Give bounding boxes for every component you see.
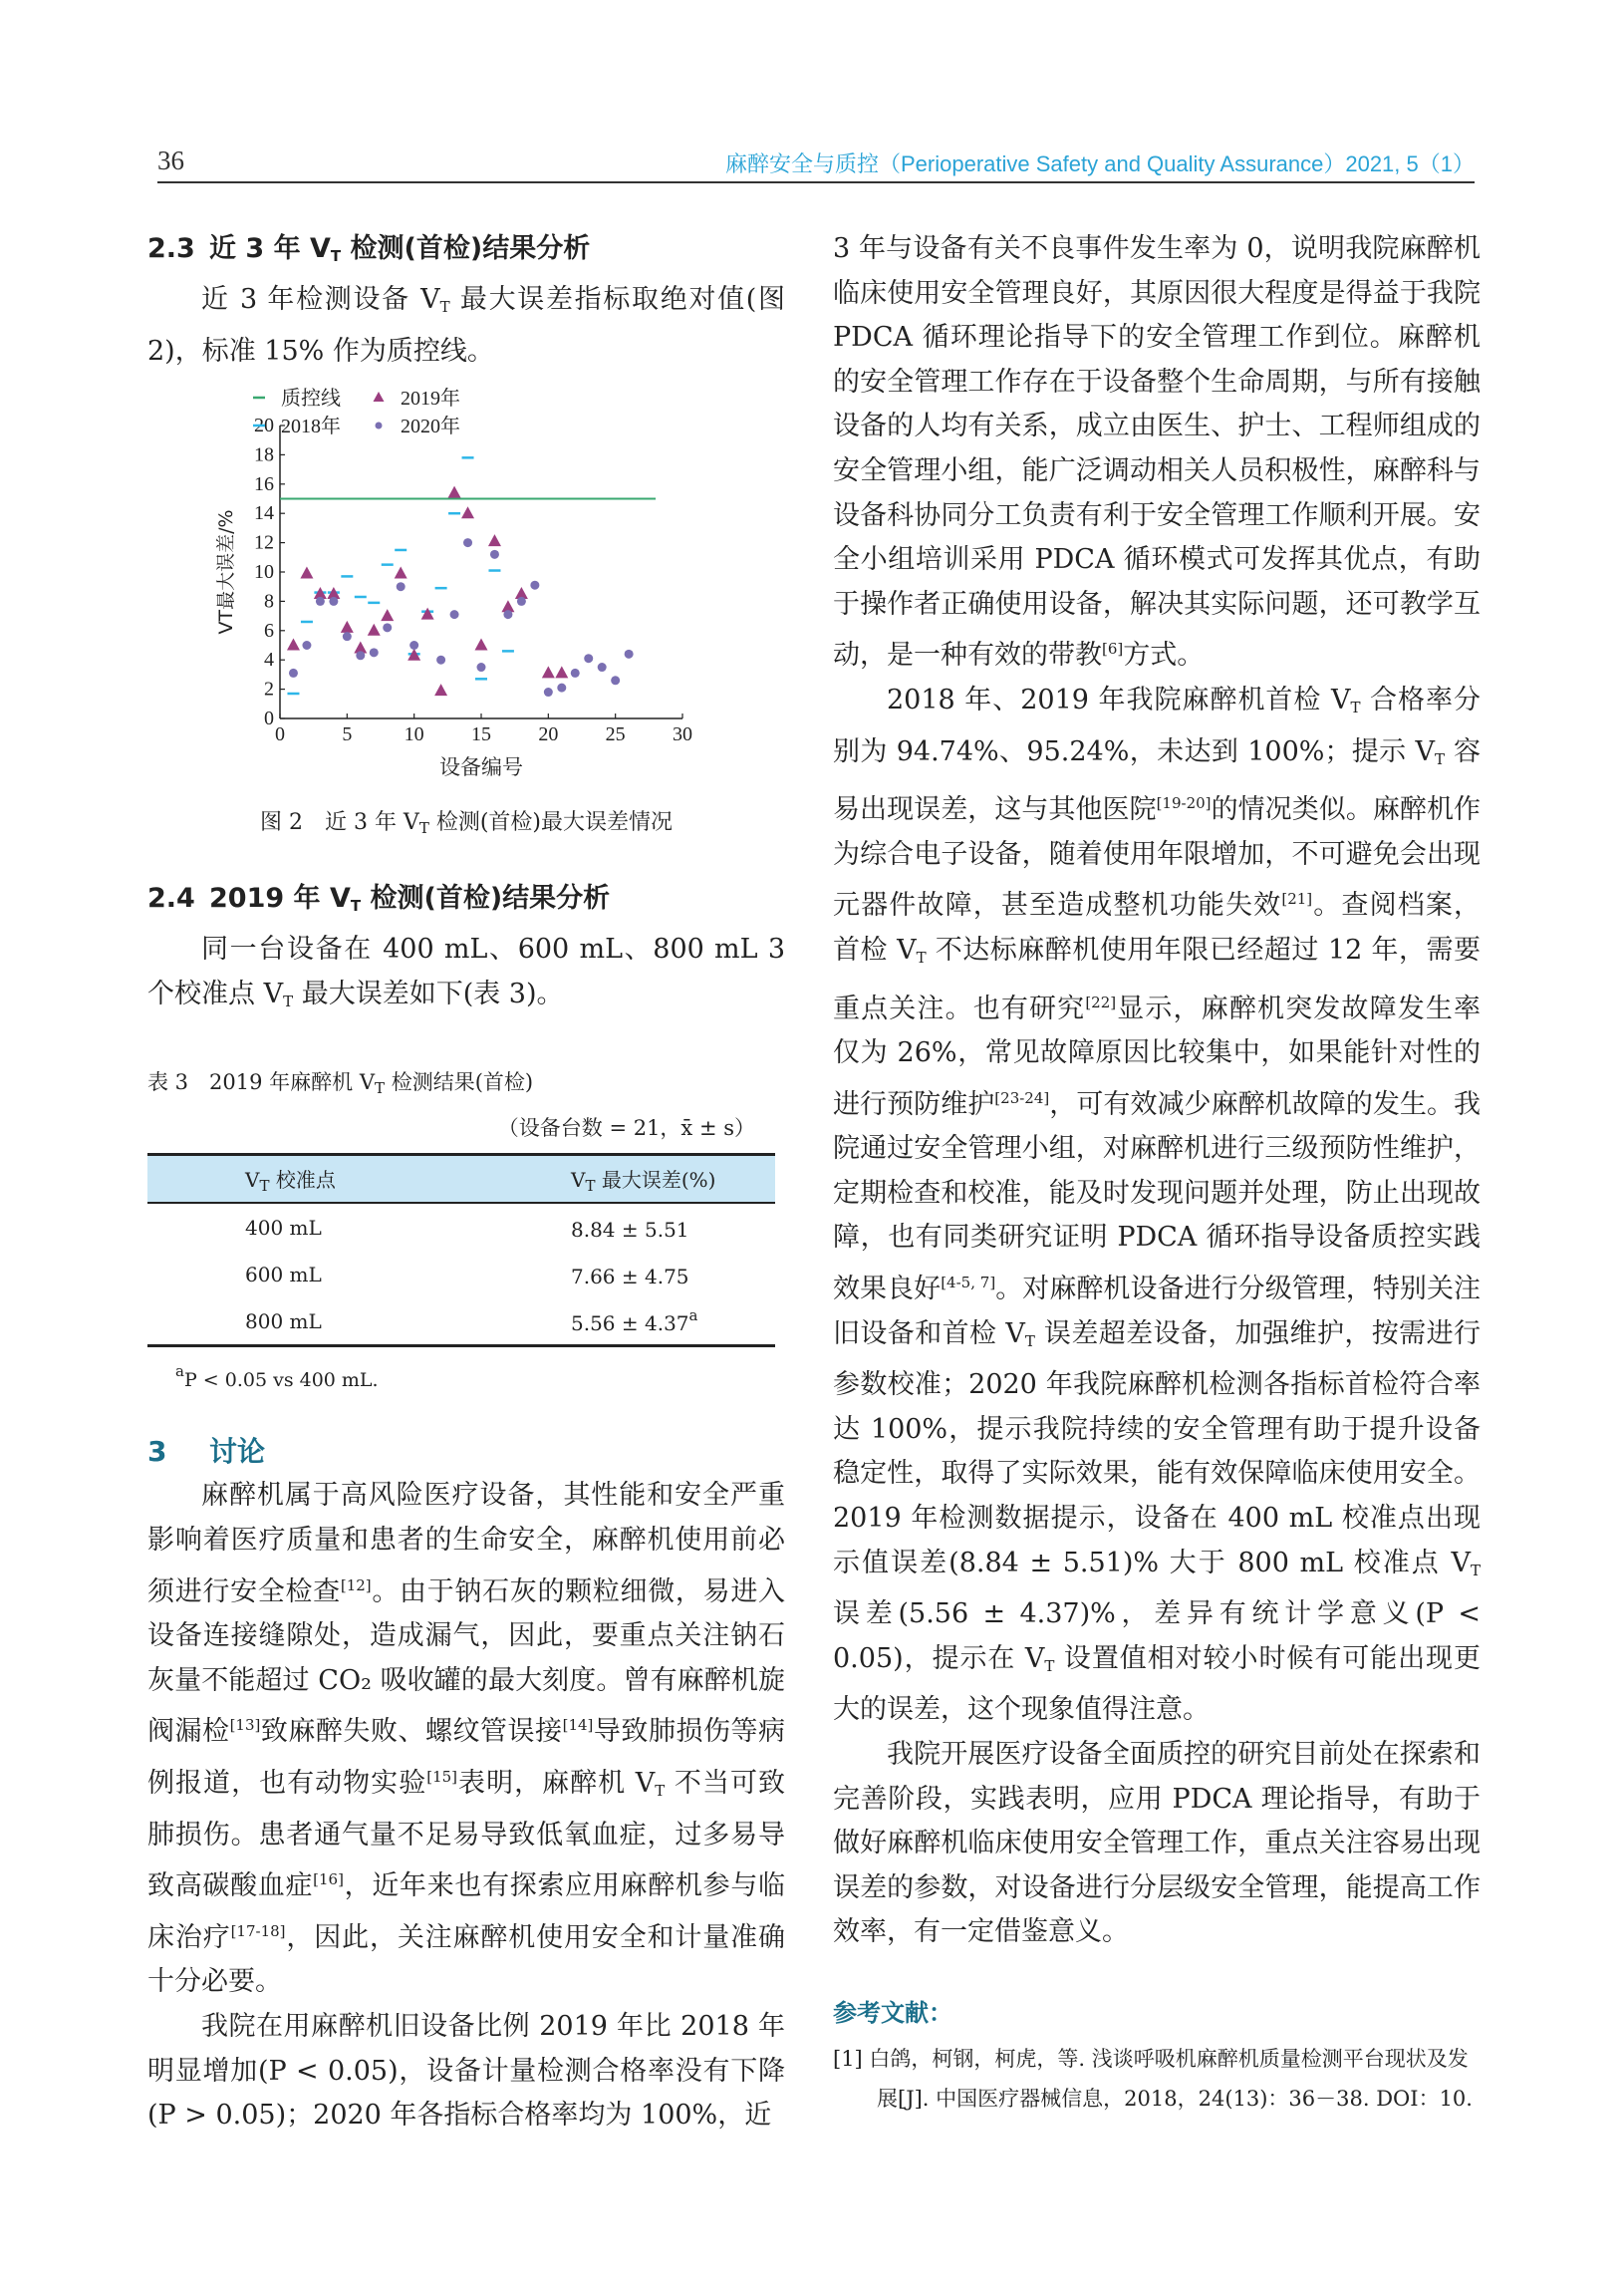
point-2020	[503, 610, 512, 619]
paragraph-3-1: 麻醉机属于高风险医疗设备，其性能和安全严重影响着医疗质量和患者的生命安全，麻醉机使用前必须进行安全检查[12]。由于钠石灰的颗粒细微，易进入设备连接缝隙处，造成漏气，因此，要重点关注钠石灰量不能超过 CO₂ 吸收罐的最大刻度。曾有麻醉机旋阀漏检[13]致麻醉失败、螺纹管误接[14]导致肺损伤等病例报道，也有动物实验[15]表明，麻醉机 $V_T$ 不当可致肺损伤。患者通气量不足易导致低氧血症，过多易导致高碳酸血症[16]，近年来也有探索应用麻醉机参与临床治疗[17-18]，因此，关注麻醉机使用安全和计量准确十分必要。	[147, 1480, 786, 1998]
table-header-row	[147, 1155, 775, 1204]
table-row: 400 mL 8.84 ± 5.51	[245, 1215, 689, 1243]
y-tick-label: 4	[264, 649, 274, 672]
y-tick-label: 0	[264, 708, 274, 730]
table-3-note: （设备台数 = 21，x̄ ± s）	[497, 1116, 755, 1141]
point-2019	[381, 609, 394, 621]
y-tick-label: 6	[264, 619, 274, 642]
section-2-3-heading: 2.3 近 3 年 $V_T$ 检测(首检)结果分析	[147, 233, 591, 265]
legend-label: 2019年	[401, 388, 460, 411]
point-2020	[557, 684, 566, 693]
point-2019	[542, 667, 555, 679]
table-3-caption: 表 3 2019 年麻醉机 $V_T$ 检测结果(首检)	[147, 1070, 534, 1098]
point-2020	[584, 654, 593, 663]
y-tick-label: 18	[254, 443, 274, 466]
page-header	[157, 142, 1475, 183]
point-2019	[300, 567, 313, 579]
point-2020	[517, 597, 526, 606]
table-3	[147, 1153, 775, 1347]
point-2020	[463, 538, 472, 547]
paragraph-2-4: 同一台设备在 400 mL、600 mL、800 mL 3 个校准点 $V_T$ 最大误差如下(表 3)。	[147, 934, 785, 1010]
point-2020	[450, 610, 459, 619]
x-tick-label: 15	[471, 723, 491, 746]
references-heading: 参考文献：	[833, 1998, 952, 2027]
y-tick-label: 2	[264, 678, 274, 701]
legend-label: 2020年	[401, 416, 460, 438]
paragraph-3-2: 我院在用麻醉机旧设备比例 2019 年比 2018 年明显增加(P < 0.05)，设备计量检测合格率没有下降(P > 0.05)；2020 年各指标合格率均为 100%，近	[147, 2010, 785, 2132]
point-2019	[395, 567, 407, 579]
figure-caption: 图 2 近 3 年 $V_T$ 检测(首检)最大误差情况	[259, 810, 674, 838]
legend-label: 2018年	[281, 416, 341, 438]
x-axis-label: 设备编号	[439, 755, 523, 780]
x-tick-label: 30	[673, 723, 692, 746]
point-2020	[289, 669, 298, 678]
point-2019	[341, 621, 354, 633]
paragraph-r3: 我院开展医疗设备全面质控的研究目前处在探索和完善阶段，实践表明，应用 PDCA 理论指导，有助于做好麻醉机临床使用安全管理工作，重点关注容易出现误差的参数，对设备进行分层级安全管理，能提高工作效率，有一定借鉴意义。	[833, 1739, 1481, 1948]
point-2020	[356, 651, 365, 660]
y-tick-label: 8	[264, 590, 274, 613]
point-2020	[625, 650, 634, 659]
journal-title: 麻醉安全与质控（Perioperative Safety and Quality Assurance）2021, 5（1）	[725, 151, 1475, 176]
point-2020	[477, 663, 486, 672]
y-tick-label: 16	[254, 472, 274, 495]
point-2020	[611, 676, 620, 685]
paragraph-r1: 3 年与设备有关不良事件发生率为 0，说明我院麻醉机临床使用安全管理良好，其原因很大程度是得益于我院 PDCA 循环理论指导下的安全管理工作到位。麻醉机的安全管理工作存在于设备整个生命周期，与所有接触设备的人均有关系，成立由医生、护士、工程师组成的安全管理小组，能广泛调动相关人员积极性，麻醉科与设备科协同分工负责有利于安全管理工作顺利开展。安全小组培训采用 PDCA 循环模式可发挥其优点，有助于操作者正确使用设备，解决其实际问题，还可教学互动，是一种有效的带教[6]方式。	[833, 233, 1481, 672]
point-2019	[555, 667, 568, 679]
point-2020	[571, 669, 580, 678]
section-2-4-heading: 2.4 2019 年 $V_T$ 检测(首检)结果分析	[147, 883, 611, 916]
point-2020	[343, 632, 352, 641]
point-2019	[434, 684, 447, 696]
legend-label: 质控线	[281, 388, 341, 411]
point-2019	[488, 534, 501, 546]
point-2020	[316, 597, 325, 606]
chart-svg	[147, 384, 785, 802]
x-tick-label: 25	[605, 723, 626, 746]
paragraph-2-3: 近 3 年检测设备 $V_T$ 最大误差指标取绝对值(图 2)，标准 15% 作为质控线。	[147, 284, 785, 367]
y-tick-label: 20	[254, 415, 274, 437]
figure-2-scatter-chart	[147, 384, 785, 802]
section-3-heading: 3 讨论	[147, 1435, 266, 1469]
point-2020	[329, 597, 338, 606]
point-2020	[383, 624, 392, 633]
table-row: 600 mL 7.66 ± 4.75	[245, 1262, 689, 1289]
x-tick-label: 5	[342, 723, 353, 746]
reference-item: [1] 白鸽，柯钢，柯虎，等. 浅谈呼吸机麻醉机质量检测平台现状及发展[J]. 中国医疗器械信息，2018，24(13)：36－38. DOI：10.	[833, 2046, 1473, 2111]
left-column	[147, 227, 785, 2138]
point-2019	[287, 639, 300, 651]
point-2019	[461, 506, 474, 518]
point-2020	[544, 688, 553, 697]
paragraph-r2: 2018 年、2019 年我院麻醉机首检 $V_T$ 合格率分别为 94.74%、95.24%，未达到 100%；提示 $V_T$ 容易出现误差，这与其他医院[19-20]的情况类似。麻醉机作为综合电子设备，随着使用年限增加，不可避免会出现元器件故障，甚至造成整机功能失效[21]。查阅档案，首检 $V_T$ 不达标麻醉机使用年限已经超过 12 年，需要重点关注。也有研究[22]显示，麻醉机突发故障发生率仅为 26%，常见故障原因比较集中，如果能针对性的进行预防维护[23-24]，可有效减少麻醉机故障的发生。我院通过安全管理小组，对麻醉机进行三级预防性维护，定期检查和校准，能及时发现问题并处理，防止出现故障，也有同类研究证明 PDCA 循环指导设备质控实践效果良好[4-5, 7]。对麻醉机设备进行分级管理，特别关注旧设备和首检 $V_T$ 误差超差设备，加强维护，按需进行参数校准；2020 年我院麻醉机检测各指标首检符合率达 100%，提示我院持续的安全管理有助于提升设备稳定性，取得了实际效果，能有效保障临床使用安全。2019 年检测数据提示，设备在 400 mL 校准点出现示值误差(8.84 ± 5.51)% 大于 800 mL 校准点 $V_T$ 误差(5.56 ± 4.37)%，差异有统计学意义(P < 0.05)，提示在 $V_T$ 设置值相对较小时候有可能出现更大的误差，这个现象值得注意。	[833, 684, 1482, 1726]
point-2020	[370, 649, 379, 658]
x-tick-label: 10	[404, 723, 424, 746]
point-2020	[598, 663, 607, 672]
x-tick-label: 0	[275, 723, 285, 746]
point-2020	[409, 641, 418, 650]
x-tick-label: 20	[538, 723, 559, 746]
point-2020	[530, 581, 539, 590]
page-number: 36	[157, 145, 184, 175]
point-2020	[436, 656, 445, 665]
point-2019	[421, 608, 434, 620]
point-2020	[490, 550, 499, 559]
y-tick-label: 12	[254, 531, 274, 554]
table-row: 800 mL 5.56 ± 4.37$^a$	[147, 1297, 775, 1346]
point-2020	[397, 582, 406, 591]
y-axis-label: VT最大误差/%	[215, 509, 237, 635]
point-2019	[448, 486, 461, 498]
table-footnote: $^a$P < 0.05 vs 400 mL.	[175, 1362, 379, 1392]
point-2019	[368, 624, 381, 636]
header-calibration-point: $V_T$ 校准点	[245, 1167, 336, 1195]
header-max-error: $V_T$ 最大误差(%)	[571, 1167, 716, 1195]
point-2019	[475, 639, 488, 651]
point-2020	[302, 641, 311, 650]
right-column	[833, 227, 1481, 2119]
y-tick-label: 14	[254, 502, 274, 525]
y-tick-label: 10	[254, 561, 274, 584]
